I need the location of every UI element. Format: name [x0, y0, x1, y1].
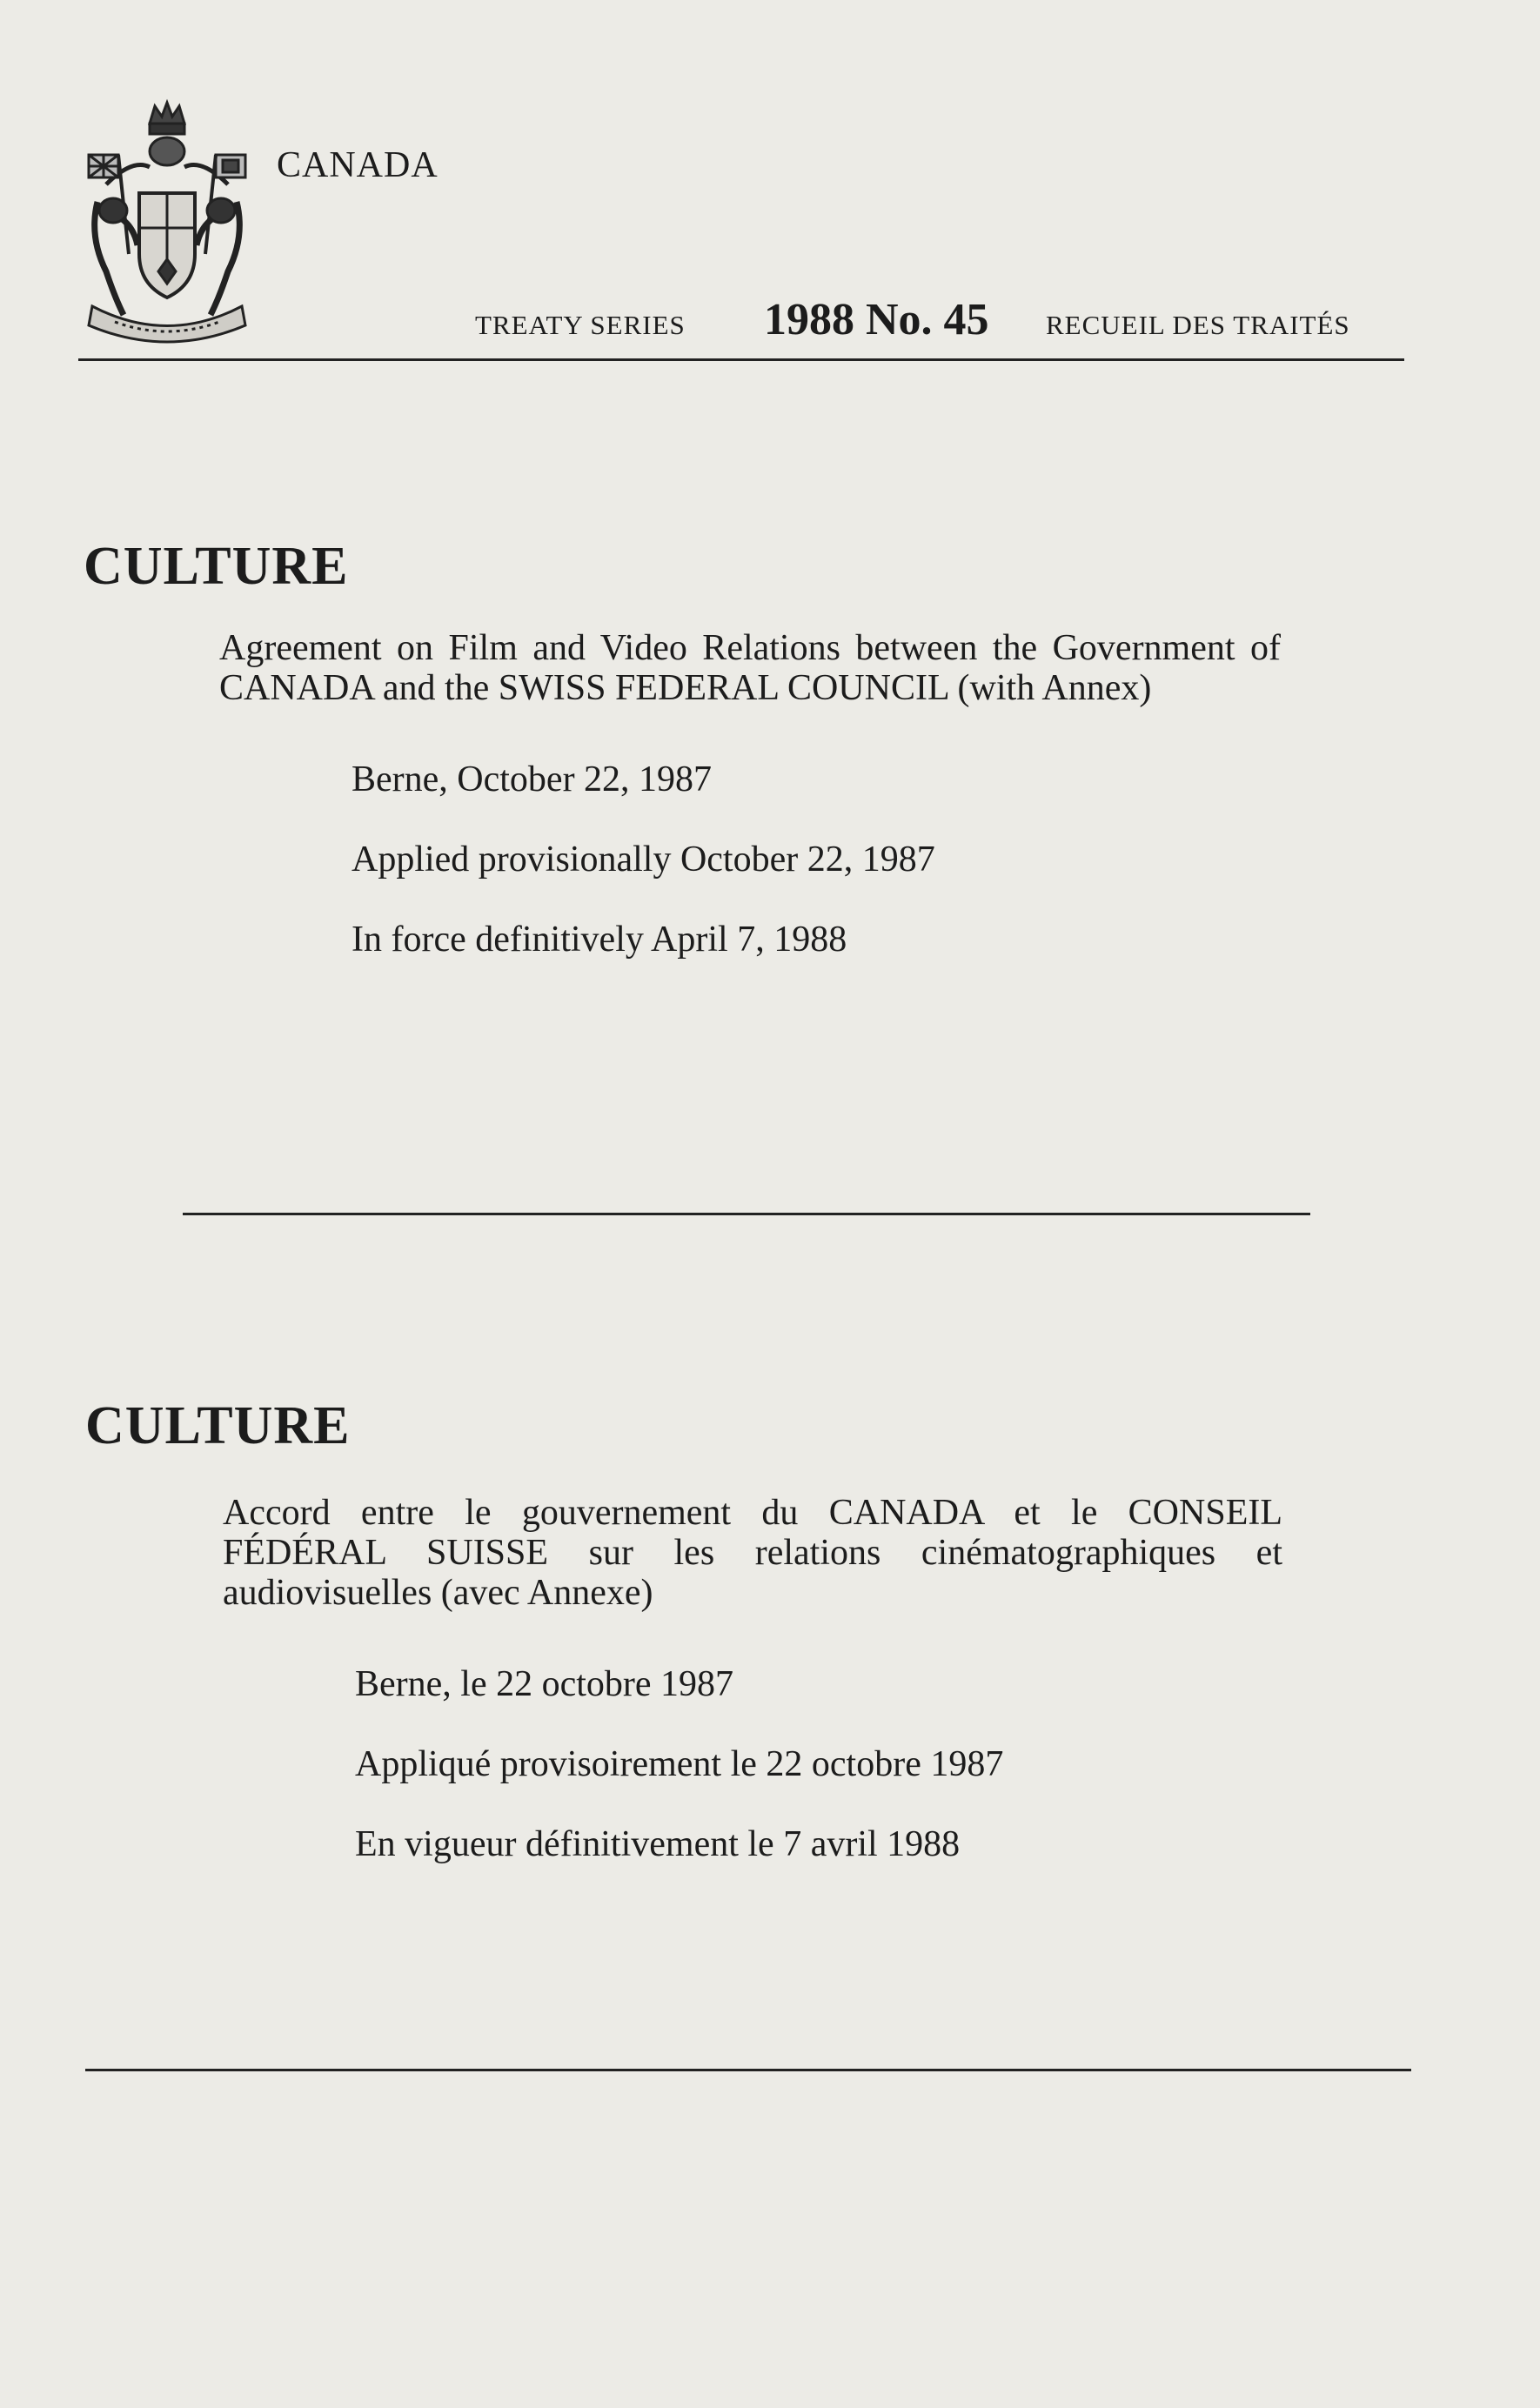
english-in-force: In force definitively April 7, 1988: [352, 920, 847, 960]
series-label-english: TREATY SERIES: [475, 310, 686, 340]
french-place-date: Berne, le 22 octobre 1987: [355, 1664, 734, 1704]
series-label-french: RECUEIL DES TRAITÉS: [1046, 310, 1350, 340]
french-heading: CULTURE: [85, 1396, 351, 1455]
french-title-line: FÉDÉRAL SUISSE sur les relations cinématographiques et: [223, 1533, 1282, 1573]
french-title: [223, 1493, 1282, 1613]
english-applied: Applied provisionally October 22, 1987: [352, 839, 935, 880]
section-divider: [183, 1213, 1310, 1215]
english-place-date: Berne, October 22, 1987: [352, 759, 713, 799]
english-heading: CULTURE: [84, 537, 349, 596]
french-in-force: En vigueur définitivement le 7 avril 1988: [355, 1824, 961, 1864]
footer-divider: [85, 2069, 1411, 2071]
header-divider: [78, 358, 1404, 361]
english-title: Agreement on Film and Video Relations between the Government of CANADA and the SWISS FEDERAL COUNCIL (with Annex): [219, 628, 1281, 708]
series-number: 1988 No. 45: [764, 295, 989, 344]
country-name: CANADA: [277, 145, 439, 185]
french-applied: Appliqué provisoirement le 22 octobre 1987: [355, 1744, 1004, 1784]
french-title-line: Accord entre le gouvernement du CANADA et le CONSEIL: [223, 1493, 1282, 1533]
coat-of-arms-icon: [80, 97, 254, 350]
french-title-line: audiovisuelles (avec Annexe): [223, 1573, 653, 1613]
